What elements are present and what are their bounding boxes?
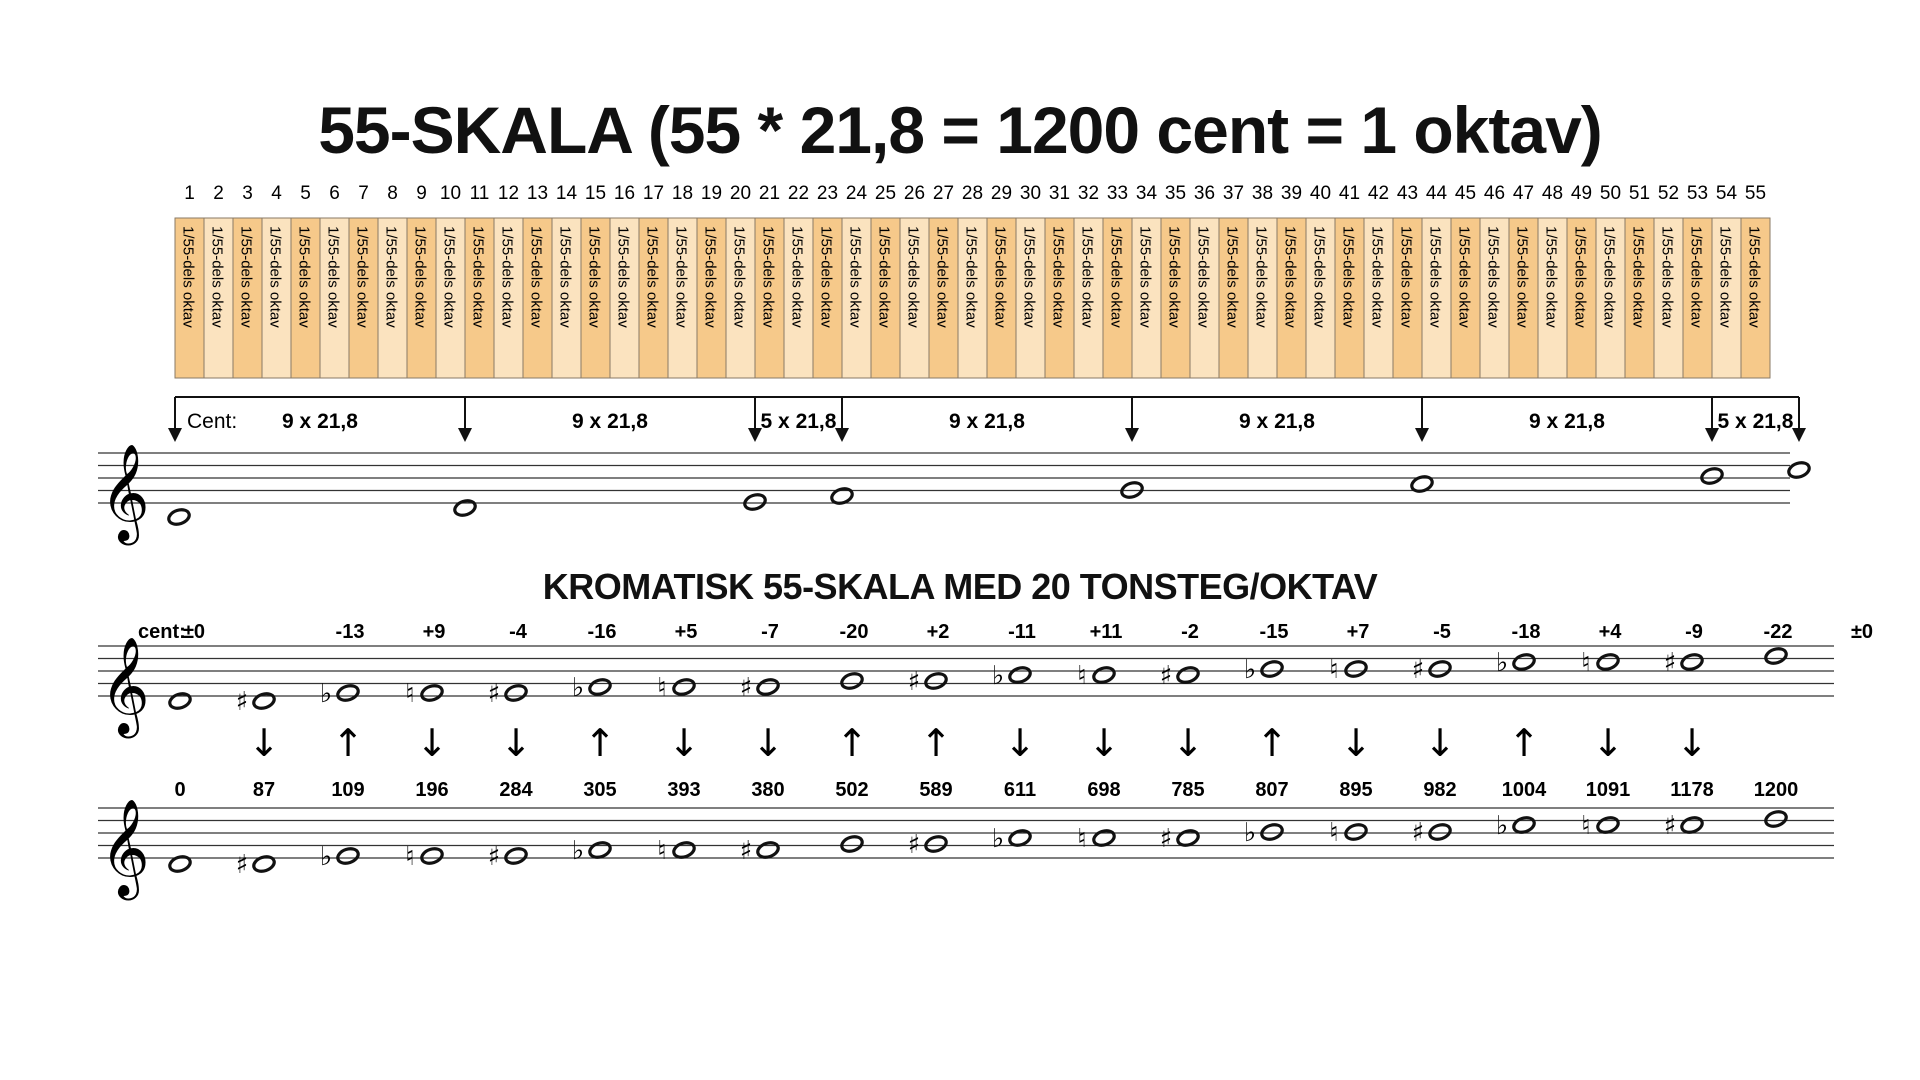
cell-label: 1/55-dels oktav [324,226,342,328]
cell-label: 1/55-dels oktav [1281,226,1299,328]
cell-label: 1/55-dels oktav [1136,226,1154,328]
sharp-icon: ♯ [235,687,249,717]
chromatic-note [840,671,864,690]
chromatic-note [1176,665,1200,684]
treble-clef-icon: 𝄞 [100,443,150,541]
cell-number: 45 [1454,183,1477,204]
cell-label: 1/55-dels oktav [585,226,603,328]
flat-icon: ♭ [571,836,585,866]
cell-number: 4 [271,183,282,204]
cell-number: 9 [416,183,427,204]
cell-number: 11 [469,183,490,204]
cell-number: 32 [1077,183,1100,204]
cell-number: 54 [1715,183,1738,204]
deviation-label: +7 [1346,621,1370,643]
cents-note [1092,828,1116,847]
chromatic-note [1512,652,1536,671]
down-arrow-icon: ↓ [668,721,700,765]
cell-number: 50 [1599,183,1622,204]
cell-number: 39 [1280,183,1303,204]
cell-label: 1/55-dels oktav [266,226,284,328]
up-arrow-icon: ↑ [836,721,868,765]
deviation-label: -22 [1763,621,1793,643]
cell-label: 1/55-dels oktav [904,226,922,328]
cell-label: 1/55-dels oktav [295,226,313,328]
flat-icon: ♭ [1243,655,1257,685]
chromatic-note [1092,665,1116,684]
sharp-icon: ♯ [1411,655,1425,685]
cell-label: 1/55-dels oktav [1484,226,1502,328]
natural-icon: ♮ [1581,811,1591,841]
cell-number: 8 [387,183,398,204]
cell-number: 14 [555,183,578,204]
up-arrow-icon: ↑ [584,721,616,765]
cell-label: 1/55-dels oktav [469,226,487,328]
cell-label: 1/55-dels oktav [1020,226,1038,328]
cents-note [1008,828,1032,847]
cell-number: 2 [213,183,224,204]
cents-note [1764,809,1788,828]
cell-number: 28 [961,183,984,204]
flat-icon: ♭ [319,842,333,872]
sharp-icon: ♯ [1663,648,1677,678]
chromatic-note [1008,665,1032,684]
down-arrow-icon: ↓ [500,721,532,765]
cell-number: 46 [1483,183,1506,204]
cents-note [672,840,696,859]
sharp-icon: ♯ [487,679,501,709]
sharp-icon: ♯ [1159,824,1173,854]
down-arrow-icon [1415,428,1429,442]
sharp-icon: ♯ [235,850,249,880]
segment-label: 9 x 21,8 [949,410,1025,433]
chromatic-note [1260,659,1284,678]
deviation-label: -18 [1511,621,1541,643]
cents-value: 109 [331,779,365,801]
cell-number: 43 [1396,183,1419,204]
down-arrow-icon: ↓ [1340,721,1372,765]
cell-label: 1/55-dels oktav [353,226,371,328]
deviation-label: +11 [1089,621,1123,643]
down-arrow-icon: ↓ [248,721,280,765]
chromatic-note [336,683,360,702]
sharp-icon: ♯ [1159,661,1173,691]
sharp-icon: ♯ [487,842,501,872]
scale-note [743,492,767,511]
cell-label: 1/55-dels oktav [962,226,980,328]
cents-note [1512,815,1536,834]
cell-label: 1/55-dels oktav [875,226,893,328]
cell-number: 1 [184,183,195,204]
cents-value: 87 [252,779,276,801]
cell-label: 1/55-dels oktav [1571,226,1589,328]
cell-label: 1/55-dels oktav [643,226,661,328]
cents-note [168,854,192,873]
cell-number: 25 [874,183,897,204]
cell-number: 34 [1135,183,1158,204]
cents-value: 807 [1255,779,1289,801]
cents-note [252,854,276,873]
cell-number: 26 [903,183,926,204]
cell-label: 1/55-dels oktav [411,226,429,328]
up-arrow-icon: ↑ [332,721,364,765]
down-arrow-icon: ↓ [1004,721,1036,765]
cell-number: 53 [1686,183,1709,204]
page-title: 55-SKALA (55 * 21,8 = 1200 cent = 1 oktav) [318,93,1602,167]
deviation-label: +9 [422,621,446,643]
cell-label: 1/55-dels oktav [614,226,632,328]
cell-label: 1/55-dels oktav [1107,226,1125,328]
down-arrow-icon: ↓ [752,721,784,765]
cell-number: 3 [242,183,253,204]
down-arrow-icon [458,428,472,442]
down-arrow-icon: ↓ [1172,721,1204,765]
deviation-label: -9 [1685,621,1703,643]
cell-number: 16 [613,183,636,204]
deviation-label: -15 [1259,621,1289,643]
down-arrow-icon: ↓ [1088,721,1120,765]
chromatic-note [504,683,528,702]
sharp-icon: ♯ [739,836,753,866]
cents-note [1176,828,1200,847]
down-arrow-icon [168,428,182,442]
cell-label: 1/55-dels oktav [556,226,574,328]
cell-label: 1/55-dels oktav [1397,226,1415,328]
cell-label: 1/55-dels oktav [1049,226,1067,328]
cell-label: 1/55-dels oktav [527,226,545,328]
cell-label: 1/55-dels oktav [1455,226,1473,328]
deviation-label: +2 [926,621,950,643]
cents-value: 1200 [1753,779,1799,801]
down-arrow-icon: ↓ [416,721,448,765]
cell-label: 1/55-dels oktav [1745,226,1763,328]
cents-value: 1091 [1585,779,1631,801]
chromatic-note [1344,659,1368,678]
cent-prefix-label: cent: [138,621,186,643]
cell-label: 1/55-dels oktav [817,226,835,328]
cell-label: 1/55-dels oktav [179,226,197,328]
cents-value: 380 [751,779,785,801]
cell-number: 5 [300,183,311,204]
chromatic-note [168,691,192,710]
scale-note [167,507,191,526]
cell-number: 13 [526,183,549,204]
cell-number: 23 [816,183,839,204]
cell-number: 7 [358,183,369,204]
chromatic-note [756,677,780,696]
cell-number: 42 [1367,183,1390,204]
chromatic-note [588,677,612,696]
scale-note [1787,460,1811,479]
deviation-label: -4 [509,621,527,643]
up-arrow-icon: ↑ [1508,721,1540,765]
down-arrow-icon [835,428,849,442]
cents-note [924,834,948,853]
cell-label: 1/55-dels oktav [759,226,777,328]
cell-label: 1/55-dels oktav [498,226,516,328]
treble-clef-icon: 𝄞 [100,798,150,896]
sharp-icon: ♯ [907,830,921,860]
cents-note [588,840,612,859]
down-arrow-icon: ↓ [1592,721,1624,765]
chromatic-note [924,671,948,690]
cell-number: 21 [758,183,781,204]
cell-number: 40 [1309,183,1332,204]
cell-number: 52 [1657,183,1680,204]
cell-number: 24 [845,183,868,204]
deviation-label: -7 [761,621,779,643]
cell-number: 37 [1222,183,1245,204]
sharp-icon: ♯ [739,673,753,703]
cents-note [336,846,360,865]
deviation-label: -20 [839,621,869,643]
chromatic-note [1764,646,1788,665]
cents-value: 1178 [1670,779,1714,801]
flat-icon: ♭ [319,679,333,709]
sharp-icon: ♯ [1411,818,1425,848]
cell-label: 1/55-dels oktav [208,226,226,328]
sharp-icon: ♯ [907,667,921,697]
flat-icon: ♭ [991,661,1005,691]
down-arrow-icon [1125,428,1139,442]
flat-icon: ♭ [991,824,1005,854]
cell-number: 44 [1425,183,1448,204]
cell-number: 6 [329,183,340,204]
cell-label: 1/55-dels oktav [788,226,806,328]
cell-number: 17 [642,183,665,204]
cell-label: 1/55-dels oktav [1252,226,1270,328]
cell-number: 49 [1570,183,1593,204]
cell-number: 12 [497,183,520,204]
cents-value: 502 [835,779,869,801]
cell-number: 15 [584,183,607,204]
sharp-icon: ♯ [1663,811,1677,841]
chromatic-note [1680,652,1704,671]
cell-label: 1/55-dels oktav [933,226,951,328]
cell-number: 38 [1251,183,1274,204]
scale-note [453,498,477,517]
cell-number: 35 [1164,183,1187,204]
flat-icon: ♭ [1495,648,1509,678]
natural-icon: ♮ [1329,818,1339,848]
cell-number: 27 [932,183,955,204]
cell-label: 1/55-dels oktav [1194,226,1212,328]
natural-icon: ♮ [1581,648,1591,678]
down-arrow-icon: ↓ [1676,721,1708,765]
segment-label: 9 x 21,8 [1239,410,1315,433]
natural-icon: ♮ [657,673,667,703]
cell-number: 48 [1541,183,1564,204]
flat-icon: ♭ [1243,818,1257,848]
cents-note [756,840,780,859]
cell-label: 1/55-dels oktav [730,226,748,328]
chromatic-note [420,683,444,702]
cents-note [1344,822,1368,841]
cell-label: 1/55-dels oktav [1223,226,1241,328]
cell-label: 1/55-dels oktav [1658,226,1676,328]
deviation-label: -13 [335,621,365,643]
deviation-label: -16 [587,621,617,643]
cents-value: 393 [667,779,701,801]
natural-icon: ♮ [1329,655,1339,685]
flat-icon: ♭ [1495,811,1509,841]
cell-number: 51 [1628,183,1651,204]
cell-label: 1/55-dels oktav [1687,226,1705,328]
treble-clef-icon: 𝄞 [100,636,150,734]
cents-value: 196 [415,779,449,801]
up-arrow-icon: ↑ [920,721,952,765]
cents-note [1260,822,1284,841]
cell-number: 22 [787,183,810,204]
cents-value: 0 [174,779,186,801]
natural-icon: ♮ [657,836,667,866]
cell-number: 10 [439,183,462,204]
cell-label: 1/55-dels oktav [1310,226,1328,328]
deviation-label: ±0 [1850,621,1874,643]
cell-label: 1/55-dels oktav [672,226,690,328]
cell-label: 1/55-dels oktav [1165,226,1183,328]
cell-label: 1/55-dels oktav [382,226,400,328]
cell-label: 1/55-dels oktav [991,226,1009,328]
cell-number: 55 [1744,183,1767,204]
chromatic-note [252,691,276,710]
cell-label: 1/55-dels oktav [1600,226,1618,328]
up-arrow-icon: ↑ [1256,721,1288,765]
cell-label: 1/55-dels oktav [701,226,719,328]
cell-number: 36 [1193,183,1216,204]
cell-number: 30 [1019,183,1042,204]
natural-icon: ♮ [405,842,415,872]
cents-value: 589 [919,779,953,801]
chromatic-note [1428,659,1452,678]
cell-label: 1/55-dels oktav [1513,226,1531,328]
deviation-label: -5 [1433,621,1451,643]
chromatic-note [1596,652,1620,671]
scale-note [1700,466,1724,485]
cell-label: 1/55-dels oktav [1368,226,1386,328]
cents-value: 284 [499,779,533,801]
cents-note [840,834,864,853]
cents-value: 982 [1423,779,1457,801]
cents-note [1680,815,1704,834]
cents-value: 305 [583,779,617,801]
cents-note [1428,822,1452,841]
cents-value: 1004 [1501,779,1547,801]
deviation-label: +4 [1598,621,1622,643]
cell-number: 19 [700,183,723,204]
cell-label: 1/55-dels oktav [1716,226,1734,328]
chromatic-scale-title: KROMATISK 55-SKALA MED 20 TONSTEG/OKTAV [542,566,1378,607]
cell-label: 1/55-dels oktav [1426,226,1444,328]
flat-icon: ♭ [571,673,585,703]
natural-icon: ♮ [1077,824,1087,854]
cell-number: 47 [1512,183,1535,204]
cell-number: 31 [1048,183,1071,204]
segment-label: 9 x 21,8 [282,410,358,433]
cents-note [420,846,444,865]
deviation-label: ±0 [182,621,206,643]
cents-value: 895 [1339,779,1373,801]
natural-icon: ♮ [1077,661,1087,691]
cell-label: 1/55-dels oktav [237,226,255,328]
deviation-label: -11 [1008,621,1036,643]
down-arrow-icon [1792,428,1806,442]
down-arrow-icon: ↓ [1424,721,1456,765]
cell-number: 29 [990,183,1013,204]
cell-number: 18 [671,183,694,204]
cell-label: 1/55-dels oktav [440,226,458,328]
cell-label: 1/55-dels oktav [1078,226,1096,328]
cell-number: 20 [729,183,752,204]
cents-value: 611 [1003,779,1037,801]
cell-label: 1/55-dels oktav [1542,226,1560,328]
cell-label: 1/55-dels oktav [1339,226,1357,328]
cell-number: 33 [1106,183,1129,204]
segment-label: 9 x 21,8 [572,410,648,433]
cents-note [504,846,528,865]
deviation-label: +5 [674,621,698,643]
cents-value: 698 [1087,779,1121,801]
segment-label: 9 x 21,8 [1529,410,1605,433]
natural-icon: ♮ [405,679,415,709]
cents-value: 785 [1171,779,1205,801]
chromatic-note [672,677,696,696]
cell-label: 1/55-dels oktav [1629,226,1647,328]
cent-label: Cent: [187,410,238,433]
cell-label: 1/55-dels oktav [846,226,864,328]
deviation-label: -2 [1181,621,1199,643]
cents-note [1596,815,1620,834]
segment-label: 5 x 21,8 [1717,410,1794,433]
cell-number: 41 [1338,183,1361,204]
segment-label: 5 x 21,8 [760,410,837,433]
